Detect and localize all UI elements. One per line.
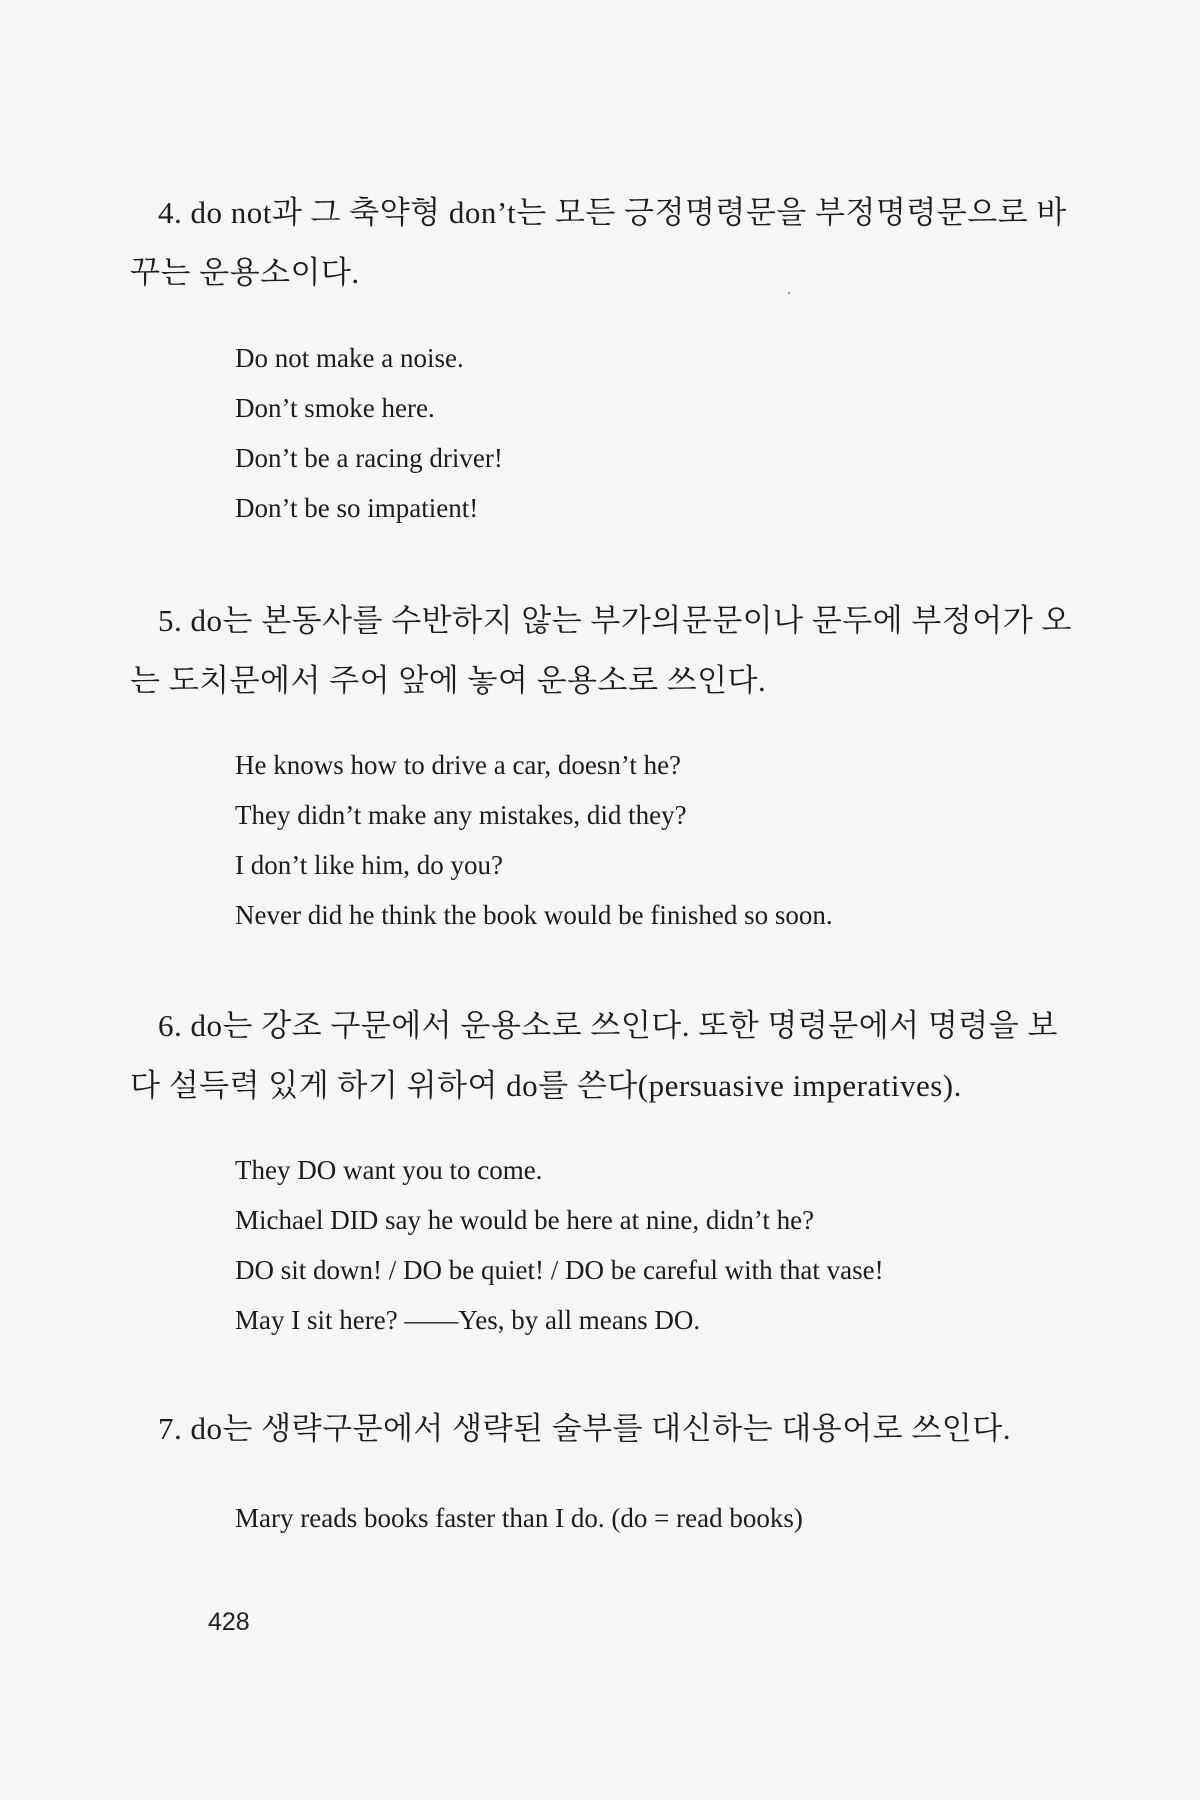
rule-6-line-2: 다 설득력 있게 하기 위하여 do를 쓴다(persuasive imperatives). — [130, 1068, 962, 1103]
example-sentence: May I sit here? ——Yes, by all means DO. — [235, 1305, 701, 1335]
example-sentence: Don’t smoke here. — [235, 393, 435, 423]
example-sentence: Don’t be so impatient! — [235, 493, 479, 523]
page-number: 428 — [208, 1608, 250, 1636]
example-sentence: They DO want you to come. — [235, 1155, 543, 1185]
rule-4-line-2: 꾸는 운용소이다. — [130, 255, 360, 290]
example-sentence: DO sit down! / DO be quiet! / DO be careful with that vase! — [235, 1255, 884, 1285]
rule-7-line-1: 7. do는 생략구문에서 생략된 술부를 대신하는 대용어로 쓰인다. — [158, 1411, 1011, 1446]
rule-5-line-2: 는 도치문에서 주어 앞에 놓여 운용소로 쓰인다. — [130, 663, 767, 698]
rule-4 — [130, 183, 1078, 303]
example-sentence: They didn’t make any mistakes, did they? — [235, 800, 687, 830]
scan-speck — [788, 292, 790, 294]
rule-5 — [130, 591, 1078, 711]
examples-4 — [235, 333, 503, 533]
example-sentence: Mary reads books faster than I do. (do = read books) — [235, 1503, 803, 1533]
example-sentence: I don’t like him, do you? — [235, 850, 503, 880]
rule-4-line-1: 4. do not과 그 축약형 don’t는 모든 긍정명령문을 부정명령문으로 바 — [158, 195, 1067, 230]
rule-7 — [158, 1399, 1078, 1459]
example-sentence: Don’t be a racing driver! — [235, 443, 503, 473]
rule-6 — [130, 996, 1078, 1116]
example-sentence: Michael DID say he would be here at nine, didn’t he? — [235, 1205, 815, 1235]
examples-7 — [235, 1493, 803, 1543]
examples-6 — [235, 1145, 884, 1345]
example-sentence: Do not make a noise. — [235, 343, 464, 373]
examples-5 — [235, 740, 833, 940]
example-sentence: He knows how to drive a car, doesn’t he? — [235, 750, 682, 780]
rule-6-line-1: 6. do는 강조 구문에서 운용소로 쓰인다. 또한 명령문에서 명령을 보 — [158, 1008, 1058, 1043]
rule-5-line-1: 5. do는 본동사를 수반하지 않는 부가의문문이나 문두에 부정어가 오 — [158, 603, 1072, 638]
example-sentence: Never did he think the book would be finished so soon. — [235, 900, 833, 930]
